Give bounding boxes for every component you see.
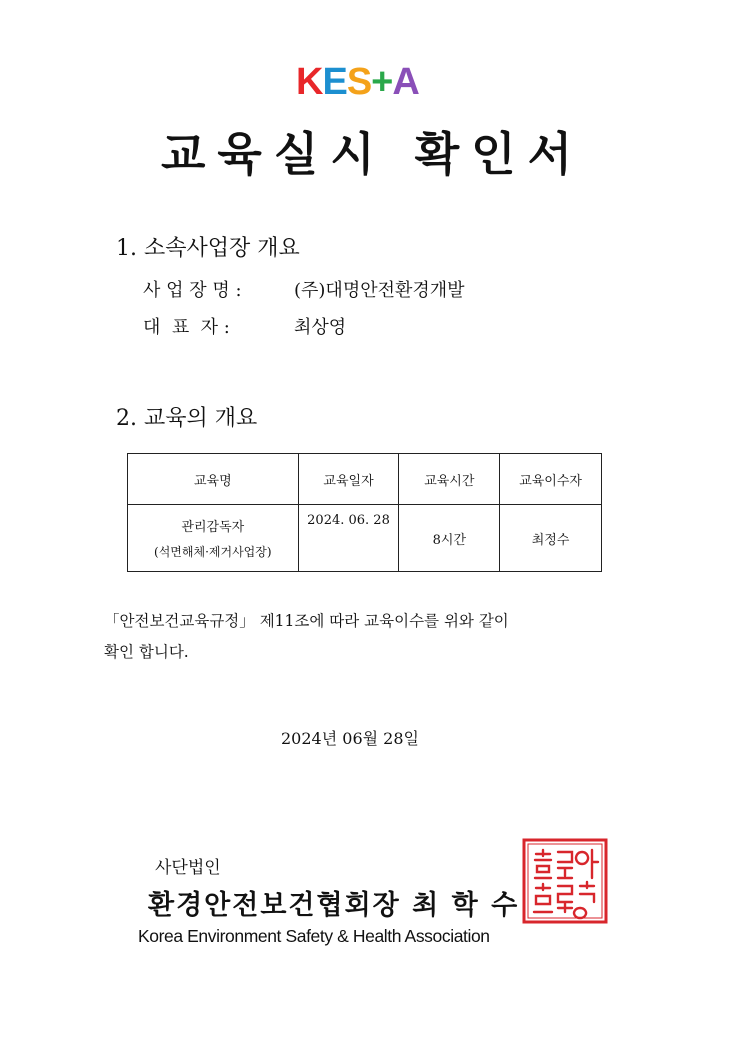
course-subtitle: (석면해체·제거사업장)	[154, 545, 272, 559]
official-seal-icon	[522, 838, 608, 924]
statement-line-2: 확인 합니다.	[104, 643, 189, 661]
representative-label: 대 표 자 :	[143, 317, 230, 338]
logo-letter-s: S	[346, 61, 372, 103]
statement-line-1: 「안전보건교육규정」 제11조에 따라 교육이수를 위와 같이	[104, 612, 509, 630]
organization-type: 사단법인	[155, 858, 221, 878]
representative-value: 최상영	[294, 317, 347, 338]
hours-cell: 8시간	[399, 505, 500, 572]
section1-heading: 1. 소속사업장 개요	[116, 236, 300, 261]
header-trainee: 교육이수자	[500, 454, 602, 505]
organization-english-name: Korea Environment Safety & Health Association	[138, 926, 490, 946]
table-row	[128, 505, 602, 572]
date-cell: 2024. 06. 28	[298, 505, 399, 572]
workplace-value: (주)대명안전환경개발	[294, 280, 465, 301]
logo-letter-e: E	[322, 61, 347, 103]
logo-letter-a: A	[392, 61, 419, 103]
section2-heading: 2. 교육의 개요	[116, 406, 258, 431]
issuer-name: 환경안전보건협회장 최 학 수	[148, 890, 520, 921]
course-cell	[128, 505, 299, 572]
kesha-logo	[296, 62, 419, 102]
trainee-cell: 최정수	[500, 505, 602, 572]
course-name: 관리감독자	[181, 520, 245, 535]
workplace-label: 사 업 장 명 :	[143, 280, 242, 301]
confirmation-statement	[104, 606, 624, 668]
header-date: 교육일자	[298, 454, 399, 505]
document-title: 교육실시 확인서	[160, 127, 585, 181]
table-header-row	[128, 454, 602, 505]
issue-date: 2024년 06월 28일	[281, 729, 419, 748]
logo-letter-k: K	[296, 61, 323, 103]
header-course: 교육명	[128, 454, 299, 505]
education-table	[127, 453, 602, 572]
header-hours: 교육시간	[399, 454, 500, 505]
logo-cross-icon: +	[371, 61, 393, 103]
